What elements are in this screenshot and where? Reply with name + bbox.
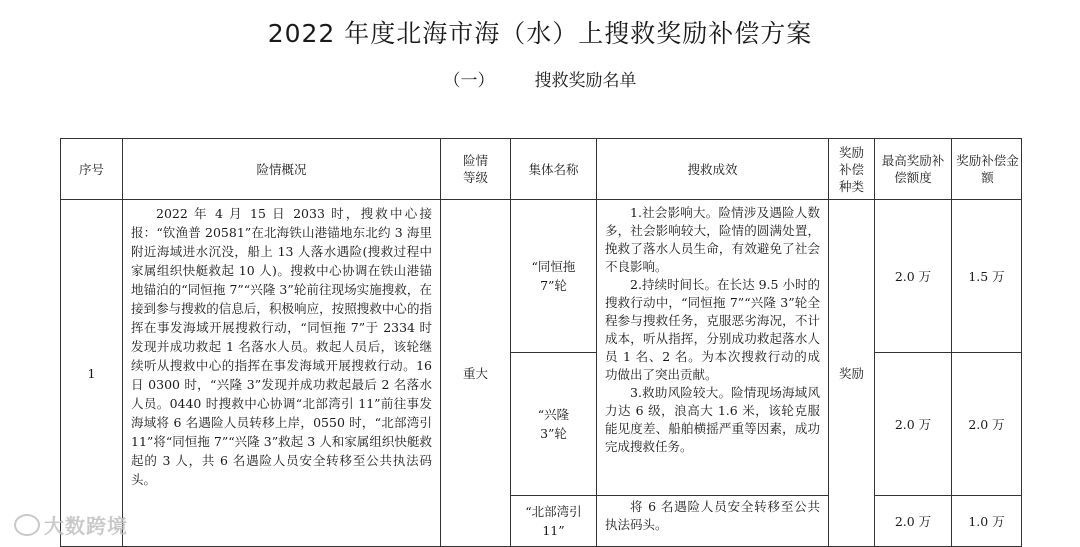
header-level: 险情等级: [441, 139, 511, 200]
cell-unit-2-amount: 2.0 万: [952, 353, 1022, 496]
result-item-3: 3.救助风险较大。险情现场海域风力达 6 级，浪高大 1.6 米，该轮克服能见度差、船舶横摇严重等因素，成功完成搜救任务。: [605, 385, 820, 454]
page-title: 2022 年度北海市海（水）上搜救奖励补偿方案: [267, 19, 813, 48]
cell-overview: [123, 200, 441, 547]
header-amount: 奖励补偿金额: [952, 139, 1022, 200]
table-row: [61, 200, 1022, 353]
cell-unit-3-amount: 1.0 万: [952, 496, 1022, 547]
cell-unit-1-name: “同恒拖 7”轮: [511, 200, 597, 353]
result-item-1: 1.社会影响大。险情涉及遇险人数多，社会影响较大，险情的圆满处置，挽救了落水人员生命，有效避免了社会不良影响。: [605, 205, 820, 274]
reward-table: [60, 138, 1022, 547]
cell-result-shared: [597, 200, 829, 496]
header-max: 最高奖励补偿额度: [875, 139, 952, 200]
cell-unit-2-name: “兴隆 3”轮: [511, 353, 597, 496]
header-type: 奖励补偿种类: [829, 139, 875, 200]
header-collective: 集体名称: [511, 139, 597, 200]
overview-text: 2022 年 4 月 15 日 2033 时，搜救中心接报：“钦渔普 20581”在北海铁山港锚地东北约 3 海里附近海域进水沉没，船上 13 人落水遇险(搜救过程中家属组织快艇救起 10 人)。搜救中心协调在铁山港锚地锚泊的“同恒拖 7”“兴隆 3”轮前往现场实施搜救，在接到参与搜救的信息后，积极响应，按照搜救中心的指挥在事发海域开展搜救行动，“同恒拖 7”于 2334 时发现并成功救起 1 名落水人员。救起人员后，该轮继续听从搜救中心的指挥在事发海域开展搜救行动。16 日 0300 时，“兴隆 3”发现并成功救起最后 2 名落水人员。0440 时搜救中心协调“北部湾引 11”前往事发海域将 6 名遇险人员转移上岸，0550 时，“北部湾引 11”将“同恒拖 7”“兴隆 3”救起 3 人和家属组织快艇救起的 3 人，共 6 名遇险人员安全转移至公共执法码头。: [131, 206, 432, 487]
page-subtitle: [0, 66, 1080, 91]
cell-unit-1-max: 2.0 万: [875, 200, 952, 353]
watermark-logo-icon: [14, 514, 40, 536]
subtitle-number: （一）: [443, 71, 495, 91]
watermark: 大数跨境: [14, 510, 128, 539]
subtitle-text: 搜救奖励名单: [534, 71, 637, 91]
cell-unit-3-name: “北部湾引 11”: [511, 496, 597, 547]
header-overview: 险情概况: [123, 139, 441, 200]
cell-unit-3-result: 将 6 名遇险人员安全转移至公共执法码头。: [597, 496, 829, 547]
cell-unit-1-amount: 1.5 万: [952, 200, 1022, 353]
cell-unit-2-max: 2.0 万: [875, 353, 952, 496]
cell-level: 重大: [441, 200, 511, 547]
cell-seq: 1: [61, 200, 123, 547]
result-item-2: 2.持续时间长。在长达 9.5 小时的搜救行动中，“同恒拖 7”“兴隆 3”轮全程参与搜救任务，克服恶劣海况，不计成本，听从指挥，分别成功救起落水人员 1 名、2 名。为本次搜救行动的成功做出了突出贡献。: [605, 277, 820, 382]
cell-type: 奖励: [829, 200, 875, 547]
header-result: 搜救成效: [597, 139, 829, 200]
cell-unit-3-max: 2.0 万: [875, 496, 952, 547]
header-row: [61, 139, 1022, 200]
header-seq: 序号: [61, 139, 123, 200]
